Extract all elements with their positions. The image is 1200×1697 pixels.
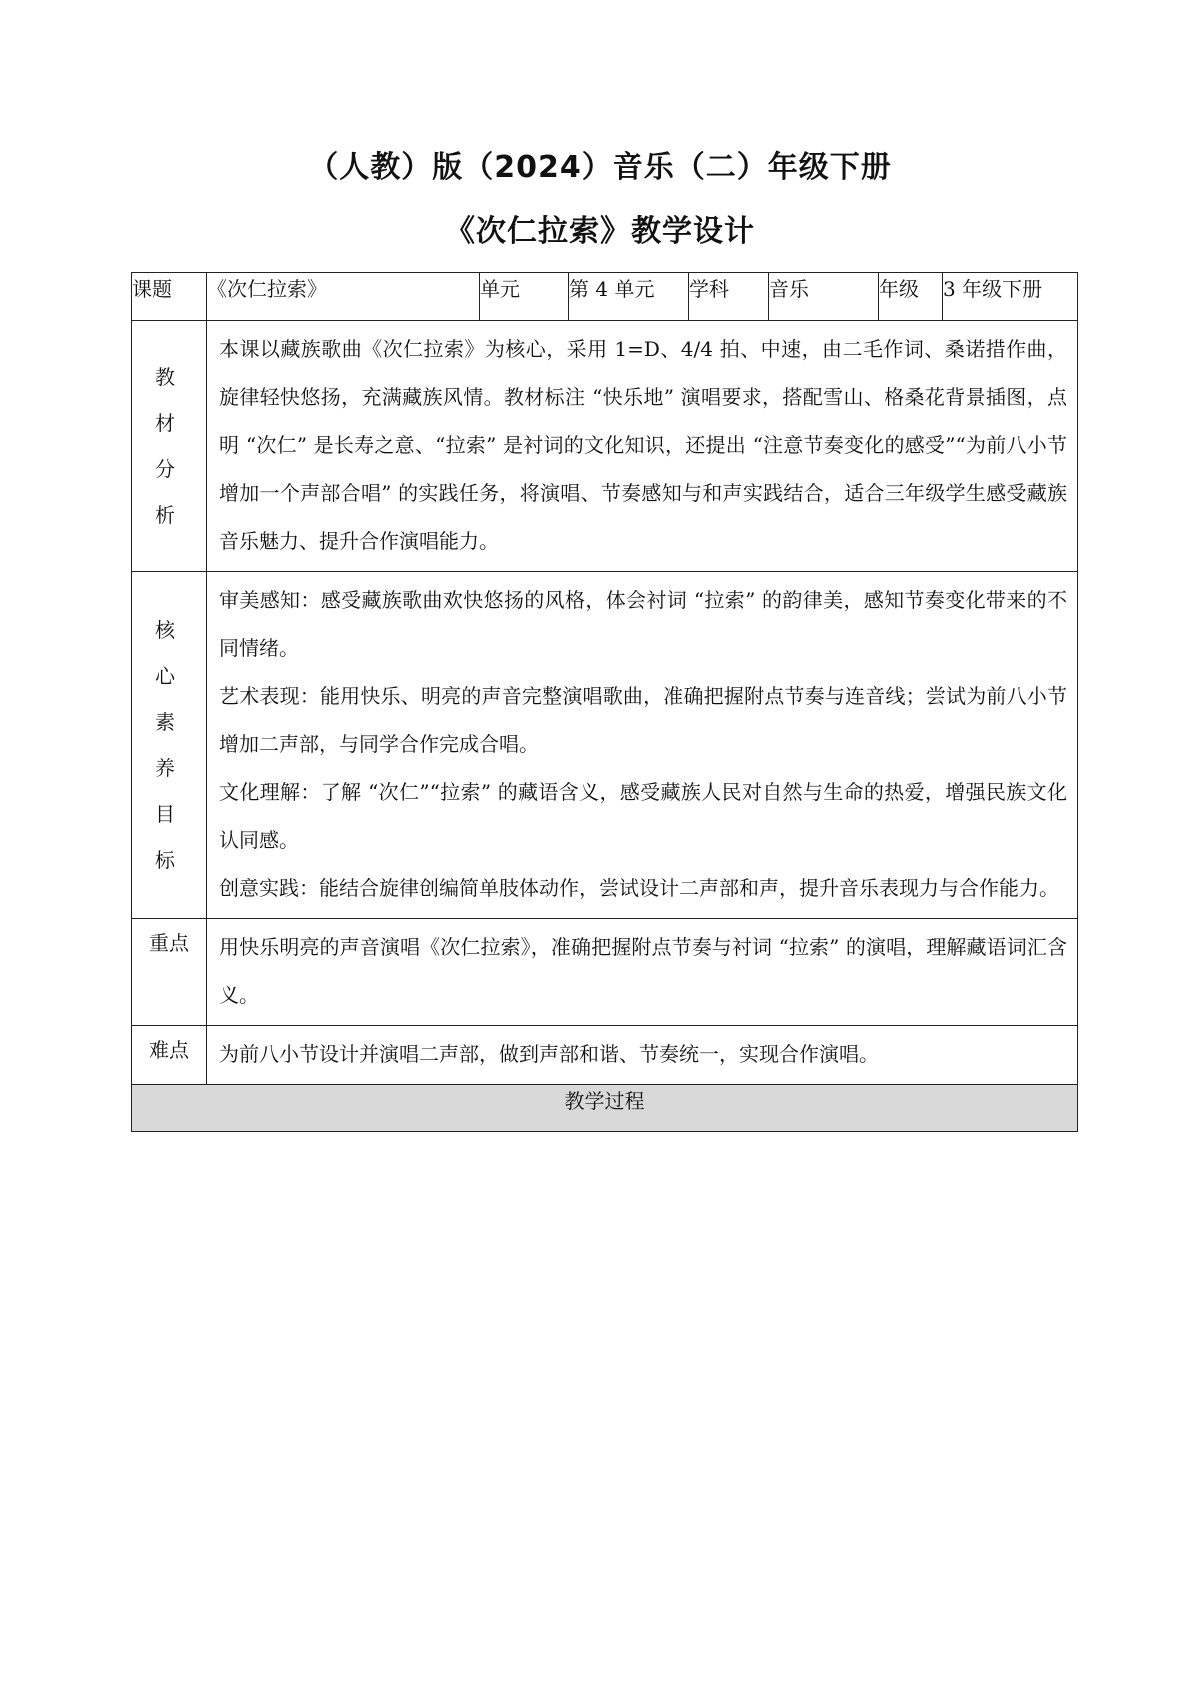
- unit-value: 第 4 单元: [569, 273, 689, 321]
- difficult-points-label: 难点: [132, 1026, 207, 1085]
- core-goals-row: [132, 572, 1078, 919]
- core-goals-list: [207, 572, 1078, 919]
- goal-artistic: 艺术表现：能用快乐、明亮的声音完整演唱歌曲，准确把握附点节奏与连音线；尝试为前八小节增加二声部，与同学合作完成合唱。: [219, 684, 1067, 756]
- subject-value: 音乐: [769, 273, 879, 321]
- process-row: [132, 1085, 1078, 1132]
- goal-cultural: 文化理解：了解 “次仁”“拉索” 的藏语含义，感受藏族人民对自然与生命的热爱，增强民族文化认同感。: [219, 780, 1067, 852]
- key-points-text: 用快乐明亮的声音演唱《次仁拉索》，准确把握附点节奏与衬词 “拉索” 的演唱，理解藏语词汇含义。: [207, 919, 1078, 1026]
- material-analysis-text: 本课以藏族歌曲《次仁拉索》为核心，采用 1=D、4/4 拍、中速，由二毛作词、桑诺措作曲，旋律轻快悠扬，充满藏族风情。教材标注 “快乐地” 演唱要求，搭配雪山、格桑花背景插图，点明 “次仁” 是长寿之意、“拉索” 是衬词的文化知识，还提出 “注意节奏变化的感受”“为前八小节增加一个声部合唱” 的实践任务，将演唱、节奏感知与和声实践结合，适合三年级学生感受藏族音乐魅力、提升合作演唱能力。: [207, 321, 1078, 572]
- lesson-value: 《次仁拉索》: [207, 273, 480, 321]
- material-analysis-row: [132, 321, 1078, 572]
- document-subtitle: 《次仁拉索》教学设计: [445, 214, 755, 249]
- document-title: （人教）版（2024）音乐（二）年级下册: [308, 150, 892, 185]
- difficult-points-row: [132, 1026, 1078, 1085]
- goal-aesthetic: 审美感知：感受藏族歌曲欢快悠扬的风格，体会衬词 “拉索” 的韵律美，感知节奏变化带来的不同情绪。: [219, 588, 1067, 660]
- key-points-label: 重点: [132, 919, 207, 1026]
- core-goals-label: 核心素养目标: [132, 572, 207, 919]
- material-analysis-label: 教材分析: [132, 321, 207, 572]
- header-row: [132, 273, 1078, 321]
- difficult-points-text: 为前八小节设计并演唱二声部，做到声部和谐、节奏统一，实现合作演唱。: [207, 1026, 1078, 1085]
- process-header: 教学过程: [132, 1085, 1078, 1132]
- subject-label: 学科: [689, 273, 769, 321]
- key-points-row: [132, 919, 1078, 1026]
- goal-creative: 创意实践：能结合旋律创编简单肢体动作，尝试设计二声部和声，提升音乐表现力与合作能力。: [219, 876, 1059, 900]
- grade-value: 3 年级下册: [943, 273, 1078, 321]
- grade-label: 年级: [879, 273, 943, 321]
- lesson-label: 课题: [132, 273, 207, 321]
- lesson-plan-table: [131, 272, 1078, 1132]
- unit-label: 单元: [480, 273, 569, 321]
